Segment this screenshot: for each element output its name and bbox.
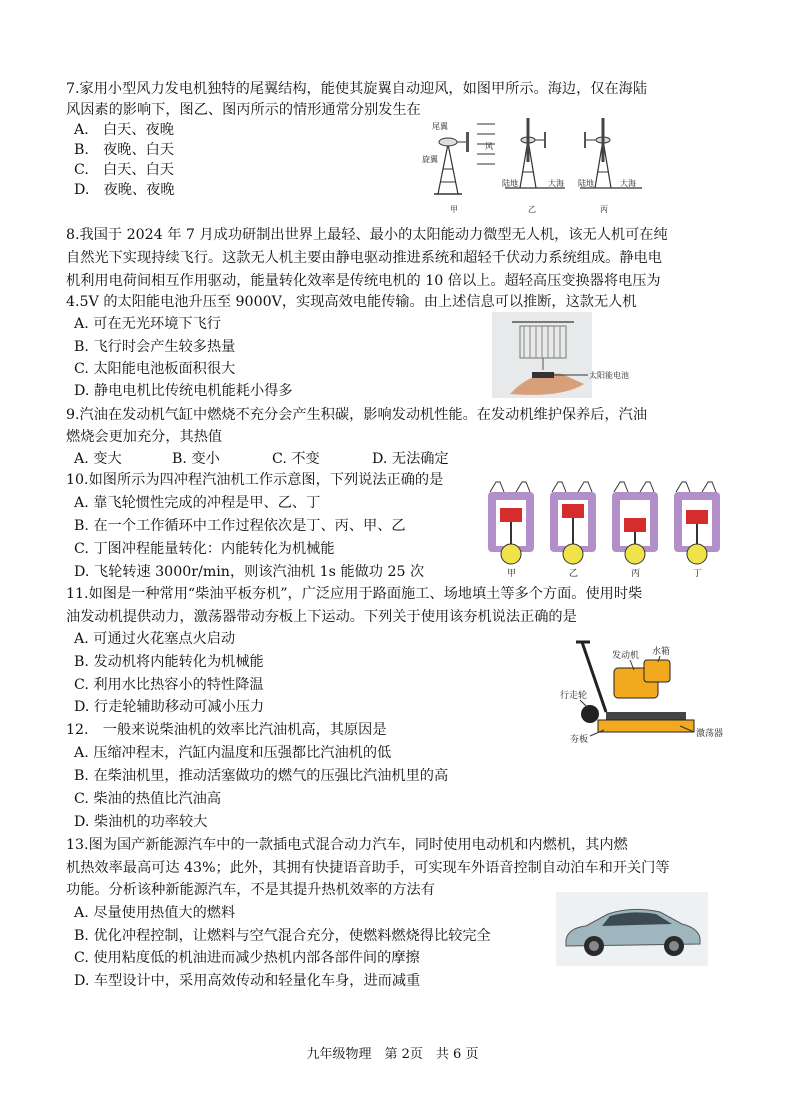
label-walking-wheel: 行走轮 bbox=[560, 691, 588, 701]
q9-option-a: A. 变大 bbox=[74, 451, 122, 467]
q7-option-a: A. 白天、夜晚 bbox=[74, 122, 174, 138]
label-land-bing: 陆地 bbox=[578, 179, 594, 188]
cylinder-jia bbox=[488, 482, 534, 579]
q11-option-d: D. 行走轮辅助移动可减小压力 bbox=[74, 699, 265, 715]
label-water-tank: 水箱 bbox=[652, 647, 671, 657]
solar-cell-icon bbox=[532, 372, 554, 378]
caption-yi: 乙 bbox=[569, 569, 579, 579]
q7-option-b: B. 夜晚、白天 bbox=[74, 142, 175, 158]
caption-jia: 甲 bbox=[450, 205, 458, 214]
caption-ding: 丁 bbox=[693, 569, 703, 579]
label-rotor: 旋翼 bbox=[422, 155, 438, 164]
turbine-bing bbox=[578, 118, 642, 214]
q11-option-c: C. 利用水比热容小的特性降温 bbox=[74, 677, 264, 693]
q9-option-b: B. 变小 bbox=[172, 451, 220, 467]
label-land-yi: 陆地 bbox=[502, 179, 518, 188]
q11-stem-line-1: 11.如图是一种常用“柴油平板夯机”，广泛应用于路面施工、场地填土等多个方面。使用时柴 bbox=[66, 586, 643, 602]
label-sea-bing: 大海 bbox=[620, 179, 636, 188]
label-tail: 尾翼 bbox=[432, 122, 448, 131]
q7-stem-line-2: 风因素的影响下，图乙、图丙所示的情形通常分别发生在 bbox=[66, 102, 421, 118]
q10-engine-strokes-figure bbox=[482, 478, 722, 580]
q9-option-c: C. 不变 bbox=[272, 451, 320, 467]
label-engine: 发动机 bbox=[612, 651, 640, 661]
q8-stem-line-4: 4.5V 的太阳能电池升压至 9000V，实现高效电能传输。由上述信息可以推断，这款无人机 bbox=[66, 294, 637, 310]
q9-option-d: D. 无法确定 bbox=[372, 451, 449, 467]
q11-stem-line-2: 油发动机提供动力，激荡器带动夯板上下运动。下列关于使用该夯机说法正确的是 bbox=[66, 609, 577, 625]
q13-option-c: C. 使用粘度低的机油进而减少热机内部各部件间的摩擦 bbox=[74, 950, 420, 966]
q8-drone-figure bbox=[492, 312, 652, 400]
cylinder-ding bbox=[674, 482, 720, 579]
q12-option-c: C. 柴油的热值比汽油高 bbox=[74, 791, 222, 807]
label-wind: 风 bbox=[485, 142, 493, 151]
q9-stem-line-2: 燃烧会更加充分，其热值 bbox=[66, 429, 223, 445]
label-tamping-plate: 夯板 bbox=[570, 735, 589, 745]
q7-wind-turbine-figure bbox=[420, 112, 645, 216]
q8-option-d: D. 静电电机比传统电机能耗小得多 bbox=[74, 383, 293, 399]
q11-plate-compactor-figure bbox=[560, 632, 740, 748]
label-solar-battery: 太阳能电池 bbox=[589, 371, 629, 380]
q13-option-d: D. 车型设计中，采用高效传动和轻量化车身，进而减重 bbox=[74, 973, 421, 989]
cylinder-bing bbox=[612, 482, 658, 579]
q13-stem-line-2: 机热效率最高可达 43%；此外，其拥有快捷语音助手，可实现车外语音控制自动泊车和开关门等 bbox=[66, 860, 670, 876]
q8-stem-line-3: 机利用电荷间相互作用驱动，能量转化效率是传统电机的 10 倍以上。超轻高压变换器将电压为 bbox=[66, 273, 661, 289]
q11-option-a: A. 可通过火花塞点火启动 bbox=[74, 631, 236, 647]
caption-bing: 丙 bbox=[631, 569, 641, 579]
cylinder-yi bbox=[550, 482, 596, 579]
q12-option-a: A. 压缩冲程末，汽缸内温度和压强都比汽油机的低 bbox=[74, 745, 392, 761]
q10-option-c: C. 丁图冲程能量转化：内能转化为机械能 bbox=[74, 541, 335, 557]
q7-stem-line-1: 7.家用小型风力发电机独特的尾翼结构，能使其旋翼自动迎风，如图甲所示。海边，仅在海陆 bbox=[66, 81, 648, 97]
turbine-jia bbox=[422, 121, 495, 214]
q10-option-b: B. 在一个工作循环中工作过程依次是丁、丙、甲、乙 bbox=[74, 518, 406, 534]
q12-option-d: D. 柴油机的功率较大 bbox=[74, 814, 208, 830]
q13-car-photo bbox=[556, 892, 708, 966]
q9-stem-line-1: 9.汽油在发动机气缸中燃烧不充分会产生积碳，影响发动机性能。在发动机维护保养后，汽油 bbox=[66, 407, 648, 423]
q8-option-c: C. 太阳能电池板面积很大 bbox=[74, 361, 236, 377]
label-exciter: 激荡器 bbox=[696, 729, 724, 739]
q13-option-b: B. 优化冲程控制，让燃料与空气混合充分，使燃料燃烧得比较完全 bbox=[74, 928, 491, 944]
q12-option-b: B. 在柴油机里，推动活塞做功的燃气的压强比汽油机里的高 bbox=[74, 768, 449, 784]
caption-bing: 丙 bbox=[600, 205, 608, 214]
q7-option-d: D. 夜晚、夜晚 bbox=[74, 182, 175, 198]
q12-stem-line-1: 12. 一般来说柴油机的效率比汽油机高，其原因是 bbox=[66, 722, 387, 738]
q10-option-d: D. 飞轮转速 3000r/min，则该汽油机 1s 能做功 25 次 bbox=[74, 564, 425, 580]
q8-option-b: B. 飞行时会产生较多热量 bbox=[74, 339, 236, 355]
q11-option-b: B. 发动机将内能转化为机械能 bbox=[74, 654, 264, 670]
caption-jia: 甲 bbox=[507, 569, 517, 579]
q8-option-a: A. 可在无光环境下飞行 bbox=[74, 316, 221, 332]
q7-option-c: C. 白天、白天 bbox=[74, 162, 174, 178]
turbine-yi bbox=[502, 118, 565, 214]
q8-stem-line-1: 8.我国于 2024 年 7 月成功研制出世界上最轻、最小的太阳能动力微型无人机，该无人机可在纯 bbox=[66, 227, 668, 243]
page-footer: 九年级物理 第 2页 共 6 页 bbox=[306, 1047, 479, 1062]
caption-yi: 乙 bbox=[528, 205, 536, 214]
q8-stem-line-2: 自然光下实现持续飞行。这款无人机主要由静电驱动推进系统和超轻千伏动力系统组成。静电电 bbox=[66, 250, 662, 266]
q10-option-a: A. 靠飞轮惯性完成的冲程是甲、乙、丁 bbox=[74, 495, 321, 511]
q10-stem-line-1: 10.如图所示为四冲程汽油机工作示意图，下列说法正确的是 bbox=[66, 472, 444, 488]
q13-option-a: A. 尽量使用热值大的燃料 bbox=[74, 905, 236, 921]
q13-stem-line-1: 13.图为国产新能源汽车中的一款插电式混合动力汽车，同时使用电动机和内燃机，其内燃 bbox=[66, 837, 628, 853]
label-sea-yi: 大海 bbox=[548, 179, 564, 188]
q13-stem-line-3: 功能。分析该种新能源汽车，不是其提升热机效率的方法有 bbox=[66, 882, 435, 898]
